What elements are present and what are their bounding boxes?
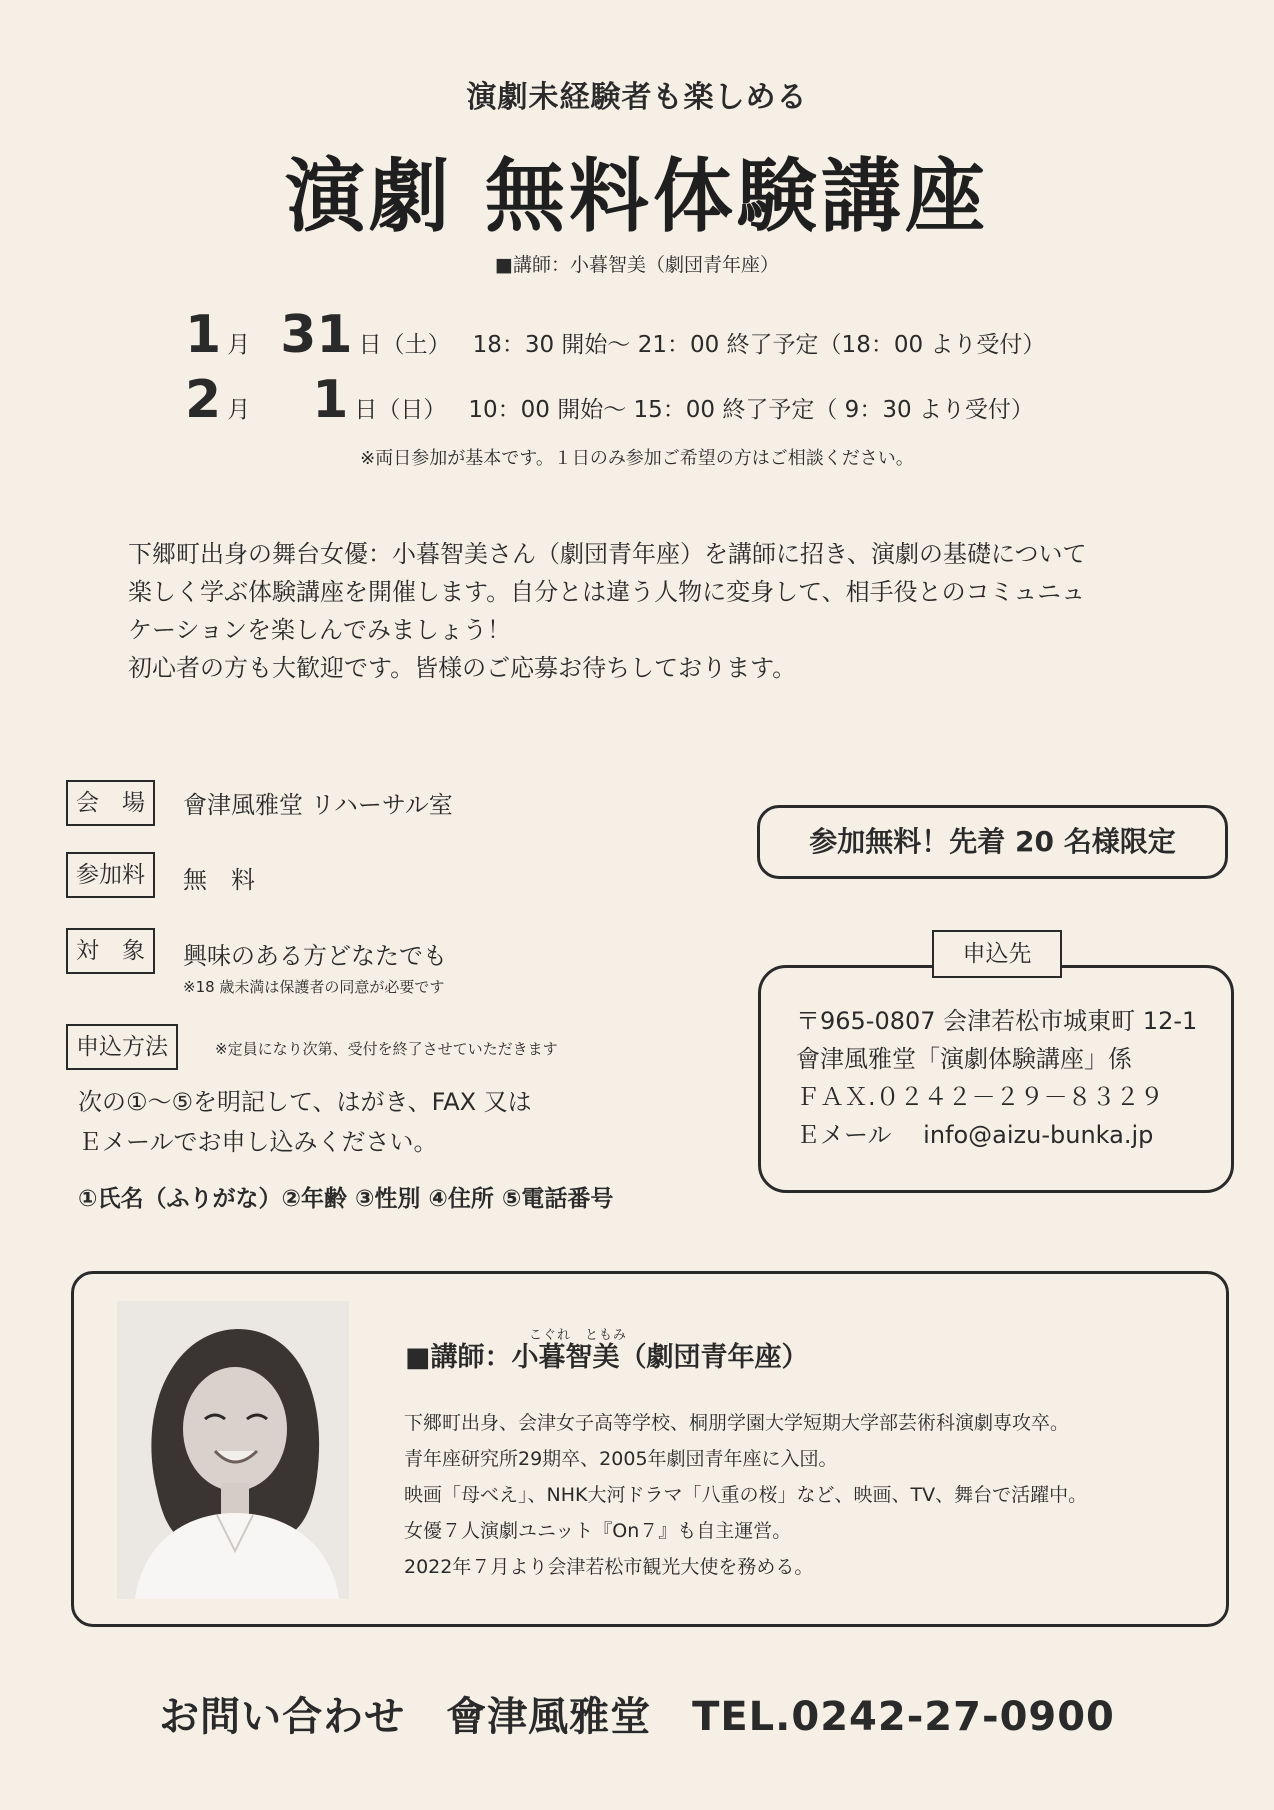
required-items: ①氏名（ふりがな）②年齢 ③性別 ④住所 ⑤電話番号 <box>78 1186 614 1212</box>
fee-label: 参加料 <box>66 852 155 898</box>
bio-line: 映画「母べえ」、NHK大河ドラマ「八重の桜」など、映画、TV、舞台で活躍中。 <box>404 1484 1088 1506</box>
date-row-2 <box>185 370 1034 430</box>
date-month: 2 <box>185 370 222 430</box>
bio-line: 女優７人演劇ユニット『On７』も自主運営。 <box>404 1520 792 1542</box>
target-label: 対 象 <box>66 928 155 974</box>
apply-line: 次の①～⑤を明記して、はがき、FAX 又は <box>78 1088 532 1116</box>
name-ruby: こぐれ ともみ <box>529 1328 628 1343</box>
intro-line: 楽しく学ぶ体験講座を開催します。自分とは違う人物に変身して、相手役とのコミュニュ <box>128 578 1086 606</box>
apply-label: 申込方法 <box>66 1024 178 1070</box>
free-badge: 参加無料！先着 20 名様限定 <box>757 805 1228 879</box>
date-time: 18：30 開始～ 21：00 終了予定（18：00 より受付） <box>472 332 1046 358</box>
bio-line: 青年座研究所29期卒、2005年劇団青年座に入団。 <box>404 1448 838 1470</box>
subtitle: 演劇未経験者も楽しめる <box>466 80 808 115</box>
fee-value: 無 料 <box>183 866 255 894</box>
date-month-unit: 月 <box>227 332 251 358</box>
intro-line: ケーションを楽しんでみましょう！ <box>128 616 512 644</box>
lecturer-line: ■講師：小暮智美（劇団青年座） <box>495 254 779 276</box>
lecturer-photo <box>117 1301 349 1599</box>
contact-fax: ＦＡＸ.０２４２－２９－８３２９ <box>796 1083 1164 1111</box>
contact-label: 申込先 <box>932 930 1062 978</box>
bio-heading: ■講師：小暮智美（劇団青年座） <box>405 1342 809 1373</box>
intro-line: 下郷町出身の舞台女優：小暮智美さん（劇団青年座）を講師に招き、演劇の基礎について <box>128 540 1087 568</box>
contact-email-row <box>796 1116 1197 1154</box>
date-row-1 <box>185 305 1045 365</box>
footer-contact: お問い合わせ 會津風雅堂 TEL.0242-27-0900 <box>159 1694 1115 1740</box>
contact-address: 〒965-0807 会津若松市城東町 12-1 <box>796 1007 1198 1035</box>
bio-line: 2022年７月より会津若松市観光大使を務める。 <box>404 1556 814 1578</box>
date-day-unit: 日（土） <box>358 332 451 358</box>
target-note: ※18 歳未満は保護者の同意が必要です <box>183 978 445 996</box>
dates-note: ※両日参加が基本です。１日のみ参加ご希望の方はご相談ください。 <box>360 448 914 469</box>
venue-label: 会 場 <box>66 780 155 826</box>
date-month-unit: 月 <box>227 397 251 423</box>
intro-text <box>128 535 1188 687</box>
date-day-unit: 日（日） <box>354 397 447 423</box>
bio-text <box>404 1405 1087 1585</box>
lecturer-photo-image <box>117 1301 349 1599</box>
bio-line: 下郷町出身、会津女子高等学校、桐朋学園大学短期大学部芸術科演劇専攻卒。 <box>404 1412 1070 1434</box>
email-label: Ｅメール <box>796 1121 892 1149</box>
apply-instructions <box>78 1082 532 1162</box>
venue-value: 會津風雅堂 リハーサル室 <box>183 791 453 819</box>
target-value: 興味のある方どなたでも <box>183 942 447 970</box>
email-value: info@aizu-bunka.jp <box>923 1121 1154 1149</box>
date-day: 1 <box>312 370 349 430</box>
intro-line: 初心者の方も大歓迎です。皆様のご応募お待ちしております。 <box>128 654 797 682</box>
date-month: 1 <box>185 305 222 365</box>
apply-line: Ｅメールでお申し込みください。 <box>78 1128 438 1156</box>
contact-details <box>796 1002 1197 1154</box>
apply-note: ※定員になり次第、受付を終了させていただきます <box>215 1040 558 1058</box>
date-time: 10：00 開始～ 15：00 終了予定（ 9：30 より受付） <box>468 397 1034 423</box>
contact-org: 會津風雅堂「演劇体験講座」係 <box>796 1045 1132 1073</box>
page-title: 演劇 無料体験講座 <box>285 150 989 243</box>
date-day: 31 <box>280 305 353 365</box>
